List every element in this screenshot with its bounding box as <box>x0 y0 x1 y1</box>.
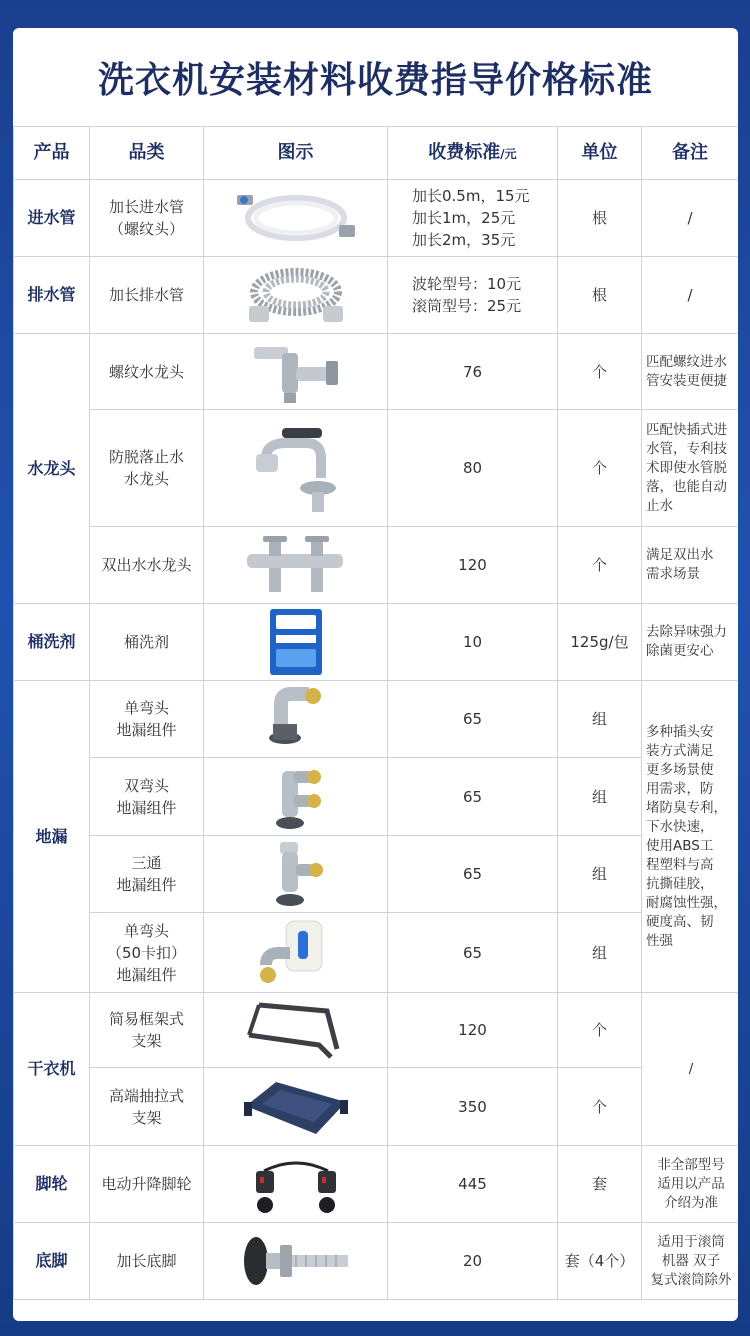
price-faucet1: 76 <box>388 334 558 410</box>
unit-floor2: 组 <box>558 758 642 836</box>
category-floor1 <box>90 681 204 758</box>
note-line: 介绍为准 <box>664 1194 718 1211</box>
note-line: 管安装更便捷 <box>646 372 727 389</box>
table-row <box>14 758 739 836</box>
note-line: 匹配螺纹进水 <box>646 353 727 370</box>
price-cleaner: 10 <box>388 604 558 681</box>
unit-drain: 根 <box>558 257 642 334</box>
image-cell <box>204 681 388 758</box>
table-row <box>14 604 739 681</box>
coiled-gray-drain-hose-icon <box>241 262 351 328</box>
table-row <box>14 1223 739 1300</box>
category-line: （50卡扣） <box>106 943 187 962</box>
image-cell <box>204 410 388 527</box>
category-line: 单弯头 <box>123 921 169 940</box>
category-line: 加长进水管 <box>108 198 184 216</box>
note-line: 落，也能自动 <box>646 478 727 495</box>
note-line: 非全部型号 <box>657 1156 725 1173</box>
price-floor2: 65 <box>388 758 558 836</box>
unit-faucet3: 个 <box>558 527 642 604</box>
note-foot <box>642 1223 739 1300</box>
tee-drain-icon <box>266 838 326 910</box>
unit-foot: 套（4个） <box>558 1223 642 1300</box>
table-row <box>14 410 739 527</box>
category-line: 支架 <box>131 1032 162 1050</box>
note-line: 程塑料与高 <box>646 856 714 873</box>
note-line: 复式滚筒除外 <box>650 1271 732 1288</box>
price-faucet2: 80 <box>388 410 558 527</box>
note-faucet3 <box>642 527 739 604</box>
product-drain: 排水管 <box>14 257 90 334</box>
category-line: 单弯头 <box>123 699 169 717</box>
unit-floor3: 组 <box>558 836 642 913</box>
note-faucet1 <box>642 334 739 410</box>
price-line: 波轮型号：10元 <box>412 275 522 293</box>
price-card <box>13 28 738 1321</box>
clip-elbow-drain-icon <box>256 917 336 989</box>
note-line: 硬度高、韧 <box>646 913 714 930</box>
table-row <box>14 993 739 1068</box>
unit-cleaner: 125g/包 <box>558 604 642 681</box>
caster-icon <box>246 1151 346 1217</box>
image-cell <box>204 836 388 913</box>
table-row <box>14 180 739 257</box>
table-row <box>14 913 739 993</box>
note-line: 适用以产品 <box>657 1175 725 1192</box>
image-cell <box>204 180 388 257</box>
image-cell <box>204 334 388 410</box>
product-wheel: 脚轮 <box>14 1146 90 1223</box>
price-foot: 20 <box>388 1223 558 1300</box>
category-line: 防脱落止水 <box>108 448 184 466</box>
image-cell <box>204 257 388 334</box>
leveling-foot-icon <box>236 1231 356 1291</box>
header-price <box>388 127 558 180</box>
category-line: 水龙头 <box>123 470 169 488</box>
note-line: 抗撕硅胶， <box>646 875 714 892</box>
table-row <box>14 257 739 334</box>
table-row <box>14 1068 739 1146</box>
category-line: 三通 <box>131 854 162 872</box>
category-wheel: 电动升降脚轮 <box>90 1146 204 1223</box>
unit-dryer1: 个 <box>558 993 642 1068</box>
note-line: 耐腐蚀性强， <box>646 894 727 911</box>
header-price-label: 收费标准 <box>428 141 501 163</box>
image-cell <box>204 604 388 681</box>
image-cell <box>204 993 388 1068</box>
category-faucet2 <box>90 410 204 527</box>
category-line: 地漏组件 <box>116 965 177 984</box>
category-line: 双弯头 <box>123 776 169 795</box>
chrome-faucet-icon <box>246 339 346 405</box>
product-inlet: 进水管 <box>14 180 90 257</box>
price-line: 加长1m，25元 <box>412 209 516 227</box>
category-drain: 加长排水管 <box>90 257 204 334</box>
note-faucet2 <box>642 410 739 527</box>
category-line: 地漏组件 <box>116 721 177 739</box>
unit-inlet: 根 <box>558 180 642 257</box>
note-line: 水管，专利技 <box>646 440 727 457</box>
note-drain: / <box>642 257 739 334</box>
note-line: 更多场景使 <box>646 761 714 778</box>
category-faucet1: 螺纹水龙头 <box>90 334 204 410</box>
double-elbow-drain-icon <box>266 761 326 833</box>
price-dryer2: 350 <box>388 1068 558 1146</box>
note-line: 需求场景 <box>646 566 700 582</box>
category-line: 地漏组件 <box>116 798 177 817</box>
header-price-unit: /元 <box>500 146 517 161</box>
note-floor-drain <box>642 681 739 993</box>
note-line: 下水快速， <box>646 818 714 835</box>
note-line: 多种插头安 <box>646 723 714 740</box>
note-line: 术即使水管脱 <box>646 459 727 476</box>
note-dryer: / <box>642 993 739 1146</box>
unit-dryer2: 个 <box>558 1068 642 1146</box>
coiled-white-hose-icon <box>231 185 361 251</box>
price-line: 滚筒型号：25元 <box>412 297 522 315</box>
price-inlet <box>388 180 558 257</box>
header-unit: 单位 <box>558 127 642 180</box>
category-inlet <box>90 180 204 257</box>
unit-faucet2: 个 <box>558 410 642 527</box>
image-cell <box>204 758 388 836</box>
price-floor1: 65 <box>388 681 558 758</box>
product-cleaner: 桶洗剂 <box>14 604 90 681</box>
category-line: 支架 <box>131 1108 162 1127</box>
category-dryer2 <box>90 1068 204 1146</box>
image-cell <box>204 1223 388 1300</box>
price-line: 加长0.5m，15元 <box>412 187 530 205</box>
note-line: 除菌更安心 <box>646 643 714 659</box>
image-cell <box>204 1146 388 1223</box>
note-inlet: / <box>642 180 739 257</box>
category-foot: 加长底脚 <box>90 1223 204 1300</box>
frame-bracket-icon <box>241 997 351 1063</box>
category-line: 地漏组件 <box>116 876 177 894</box>
price-drain <box>388 257 558 334</box>
drawer-bracket-icon <box>236 1072 356 1142</box>
image-cell <box>204 1068 388 1146</box>
note-line: 性强 <box>646 932 673 949</box>
category-dryer1 <box>90 993 204 1068</box>
header-row <box>14 127 739 180</box>
note-line: 匹配快插式进 <box>646 421 727 438</box>
note-line: 机器 双子 <box>661 1252 721 1269</box>
dual-outlet-faucet-icon <box>241 532 351 598</box>
price-floor3: 65 <box>388 836 558 913</box>
header-note: 备注 <box>642 127 739 180</box>
unit-wheel: 套 <box>558 1146 642 1223</box>
unit-floor4: 组 <box>558 913 642 993</box>
category-cleaner: 桶洗剂 <box>90 604 204 681</box>
anti-drop-faucet-icon <box>246 418 346 518</box>
category-floor4 <box>90 913 204 993</box>
cleaner-packet-icon <box>266 607 326 677</box>
table-row <box>14 527 739 604</box>
price-wheel: 445 <box>388 1146 558 1223</box>
table-row <box>14 681 739 758</box>
product-foot: 底脚 <box>14 1223 90 1300</box>
single-elbow-drain-icon <box>261 684 331 754</box>
price-dryer1: 120 <box>388 993 558 1068</box>
header-image: 图示 <box>204 127 388 180</box>
table-row <box>14 334 739 410</box>
note-line: 装方式满足 <box>646 742 714 759</box>
price-line: 加长2m，35元 <box>412 231 516 249</box>
unit-faucet1: 个 <box>558 334 642 410</box>
header-category: 品类 <box>90 127 204 180</box>
page-title: 洗衣机安装材料收费指导价格标准 <box>97 59 653 101</box>
note-line: 堵防臭专利， <box>646 799 727 816</box>
category-floor2 <box>90 758 204 836</box>
table-row <box>14 1146 739 1223</box>
category-line: 高端抽拉式 <box>108 1086 184 1105</box>
category-floor3 <box>90 836 204 913</box>
note-line: 适用于滚筒 <box>657 1233 725 1250</box>
note-line: 止水 <box>646 497 673 514</box>
note-line: 使用ABS工 <box>646 837 714 854</box>
product-floor-drain: 地漏 <box>14 681 90 993</box>
product-faucet: 水龙头 <box>14 334 90 604</box>
category-line: （螺纹头） <box>108 220 184 238</box>
price-faucet3: 120 <box>388 527 558 604</box>
image-cell <box>204 527 388 604</box>
note-line: 满足双出水 <box>646 547 714 563</box>
product-dryer: 干衣机 <box>14 993 90 1146</box>
header-product: 产品 <box>14 127 90 180</box>
table-row <box>14 836 739 913</box>
note-cleaner <box>642 604 739 681</box>
category-faucet3: 双出水水龙头 <box>90 527 204 604</box>
image-cell <box>204 913 388 993</box>
unit-floor1: 组 <box>558 681 642 758</box>
note-wheel <box>642 1146 739 1223</box>
category-line: 简易框架式 <box>108 1010 184 1028</box>
price-table <box>13 126 738 1300</box>
note-line: 去除异味强力 <box>646 624 727 640</box>
note-line: 用需求，防 <box>646 780 714 797</box>
price-floor4: 65 <box>388 913 558 993</box>
